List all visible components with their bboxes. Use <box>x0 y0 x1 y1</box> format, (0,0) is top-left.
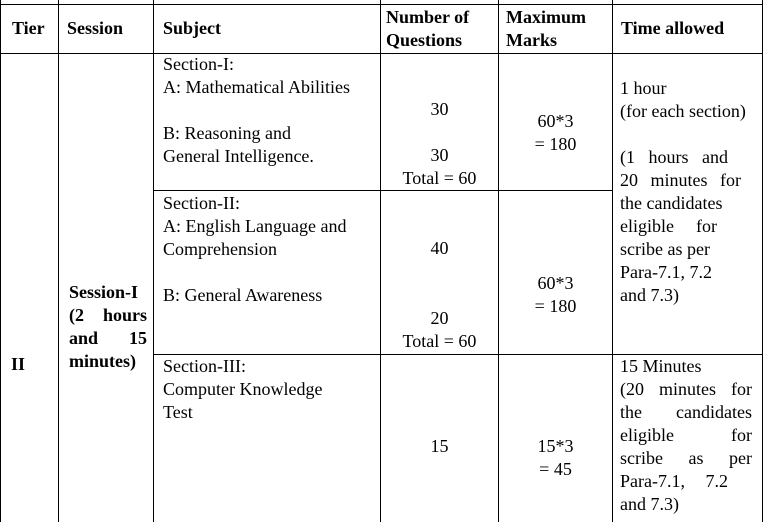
header-marks-line1: Maximum <box>506 7 586 27</box>
grid-line <box>153 190 613 191</box>
session-line1: Session-I <box>69 282 139 302</box>
time12-line5: the candidates <box>620 193 723 213</box>
grid-line <box>153 0 154 522</box>
section2-part-b: B: General Awareness <box>163 285 323 305</box>
section2-questions-a: 40 <box>430 238 449 258</box>
grid-line <box>762 0 763 522</box>
session-line4: minutes) <box>69 351 136 371</box>
section2-subject <box>163 192 346 307</box>
time3-line5: scribe as per <box>620 448 752 468</box>
section3-line3: Test <box>163 402 193 422</box>
header-time: Time allowed <box>621 18 725 38</box>
time12-line8: Para-7.1, 7.2 <box>620 262 712 282</box>
time12-line9: and 7.3) <box>620 285 679 305</box>
time-sections-1-2 <box>620 77 756 307</box>
header-tier: Tier <box>12 18 45 38</box>
section2-part-a-line2: Comprehension <box>163 239 277 259</box>
section1-part-a: A: Mathematical Abilities <box>163 77 350 97</box>
grid-line <box>58 0 59 522</box>
section1-title: Section-I: <box>163 54 234 74</box>
time12-line6: eligible for <box>620 216 717 236</box>
header-marks-line2: Marks <box>506 30 557 50</box>
time12-line7: scribe as per <box>620 239 710 259</box>
time12-line3: (1 hours and <box>620 147 728 167</box>
section3-questions: 15 <box>430 436 449 456</box>
time12-line2: (for each section) <box>620 101 746 121</box>
section1-subject <box>163 53 350 168</box>
header-questions-line1: Number of <box>386 7 470 27</box>
header-marks <box>506 6 586 52</box>
section3-title: Section-III: <box>163 356 246 376</box>
section2-questions-total: Total = 60 <box>402 331 477 351</box>
section3-subject <box>163 355 322 424</box>
section2-part-a-line1: A: English Language and <box>163 216 347 236</box>
time12-line1: 1 hour <box>620 78 667 98</box>
header-questions-line2: Questions <box>386 30 463 50</box>
time3-line1: 15 Minutes <box>620 356 702 376</box>
section1-questions-b: 30 <box>430 145 449 165</box>
time3-line4: eligible for <box>620 425 752 445</box>
section2-title: Section-II: <box>163 193 240 213</box>
time12-line4: 20 minutes for <box>620 170 741 190</box>
grid-line <box>0 53 763 54</box>
section2-marks <box>499 272 612 318</box>
section1-part-b-line2: General Intelligence. <box>163 146 314 166</box>
session-line3: and 15 <box>69 328 147 348</box>
section1-questions-total: Total = 60 <box>402 168 477 188</box>
time3-line2: (20 minutes for <box>620 379 752 399</box>
section1-questions-a: 30 <box>430 99 449 119</box>
time3-line7: and 7.3) <box>620 494 679 514</box>
section1-marks-line1: 60*3 <box>537 111 574 131</box>
section1-marks <box>499 110 612 156</box>
grid-line <box>0 0 1 522</box>
section2-marks-line1: 60*3 <box>537 273 574 293</box>
header-session: Session <box>67 18 124 38</box>
section2-marks-line2: = 180 <box>534 296 577 316</box>
section3-marks <box>499 435 612 481</box>
grid-line <box>612 0 613 522</box>
section2-questions-b: 20 <box>430 308 449 328</box>
session-value <box>69 281 147 373</box>
section1-part-b-line1: B: Reasoning and <box>163 123 291 143</box>
grid-line <box>0 4 763 5</box>
section3-line2: Computer Knowledge <box>163 379 323 399</box>
session-line2: (2 hours <box>69 305 147 325</box>
time3-line3: the candidates <box>620 402 752 422</box>
section3-marks-line1: 15*3 <box>537 436 574 456</box>
header-questions <box>386 6 469 52</box>
section1-marks-line2: = 180 <box>534 134 577 154</box>
time-section-3 <box>620 355 752 516</box>
tier-value: II <box>11 354 26 374</box>
header-subject: Subject <box>163 18 221 38</box>
time3-line6: Para-7.1, 7.2 <box>620 471 728 491</box>
section3-marks-line2: = 45 <box>539 459 572 479</box>
